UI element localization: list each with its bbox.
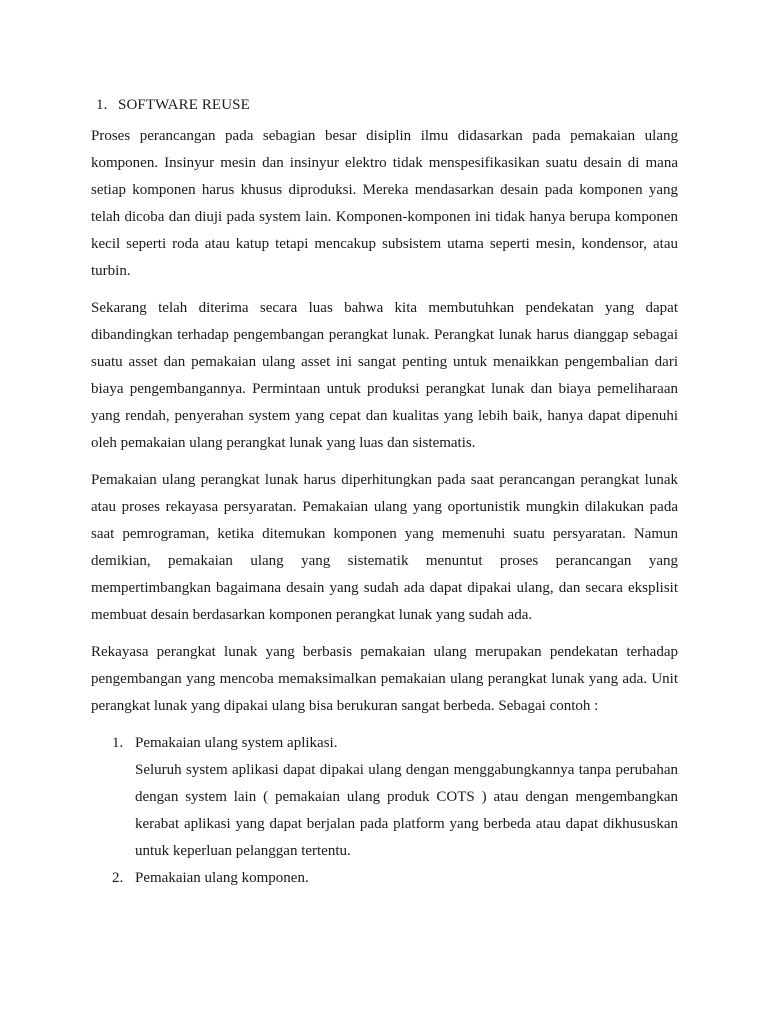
paragraph-4: Rekayasa perangkat lunak yang berbasis pemakaian ulang merupakan pendekatan terhadap pengembangan yang mencoba memaksimalkan pemakaian ulang perangkat lunak yang ada. Unit perangkat lunak yang dipakai ulang bisa berukuran sangat berbeda. Sebagai contoh : <box>91 644 678 714</box>
list-item-title: Pemakaian ulang komponen. <box>135 870 309 886</box>
document-page <box>91 92 678 892</box>
list-item-title: Pemakaian ulang system aplikasi. <box>135 735 338 751</box>
paragraph-2: Sekarang telah diterima secara luas bahwa kita membutuhkan pendekatan yang dapat dibandingkan terhadap pengembangan perangkat lunak. Perangkat lunak harus dianggap sebagai suatu asset dan pemakaian ulang asset ini sangat penting untuk menaikkan pengembalian dari biaya pengembangannya. Permintaan untuk produksi perangkat lunak dan biaya pemeliharaan yang rendah, penyerahan system yang cepat dan kualitas yang lebih baik, hanya dapat dipenuhi oleh pemakaian ulang perangkat lunak yang luas dan sistematis. <box>91 300 678 451</box>
list-item-number: 2. <box>112 870 124 886</box>
example-list <box>91 730 678 892</box>
list-item <box>91 730 678 865</box>
section-number: 1. <box>96 97 108 113</box>
section-heading <box>96 92 678 119</box>
paragraph-3: Pemakaian ulang perangkat lunak harus diperhitungkan pada saat perancangan perangkat lunak atau proses rekayasa persyaratan. Pemakaian ulang yang oportunistik mungkin dilakukan pada saat pemrograman, ketika ditemukan komponen yang memenuhi suatu persyaratan. Namun demikian, pemakaian ulang yang sistematik menuntut proses perancangan yang mempertimbangkan bagaimana desain yang sudah ada dapat dipakai ulang, dan secara eksplisit membuat desain berdasarkan komponen perangkat lunak yang sudah ada. <box>91 472 678 623</box>
list-item <box>91 865 678 892</box>
list-item-number: 1. <box>112 735 124 751</box>
paragraph-1: Proses perancangan pada sebagian besar disiplin ilmu didasarkan pada pemakaian ulang komponen. Insinyur mesin dan insinyur elektro tidak menspesifikasikan suatu desain di mana setiap komponen harus khusus diproduksi. Mereka mendasarkan desain pada komponen yang telah dicoba dan diuji pada system lain. Komponen-komponen ini tidak hanya berupa komponen kecil seperti roda atau katup tetapi mencakup subsistem utama seperti mesin, kondensor, atau turbin. <box>91 128 678 279</box>
section-title: SOFTWARE REUSE <box>118 97 250 113</box>
list-item-description: Seluruh system aplikasi dapat dipakai ulang dengan menggabungkannya tanpa perubahan dengan system lain ( pemakaian ulang produk COTS ) atau dengan mengembangkan kerabat aplikasi yang dapat berjalan pada platform yang berbeda atau dapat dikhususkan untuk keperluan pelanggan tertentu. <box>135 762 678 859</box>
